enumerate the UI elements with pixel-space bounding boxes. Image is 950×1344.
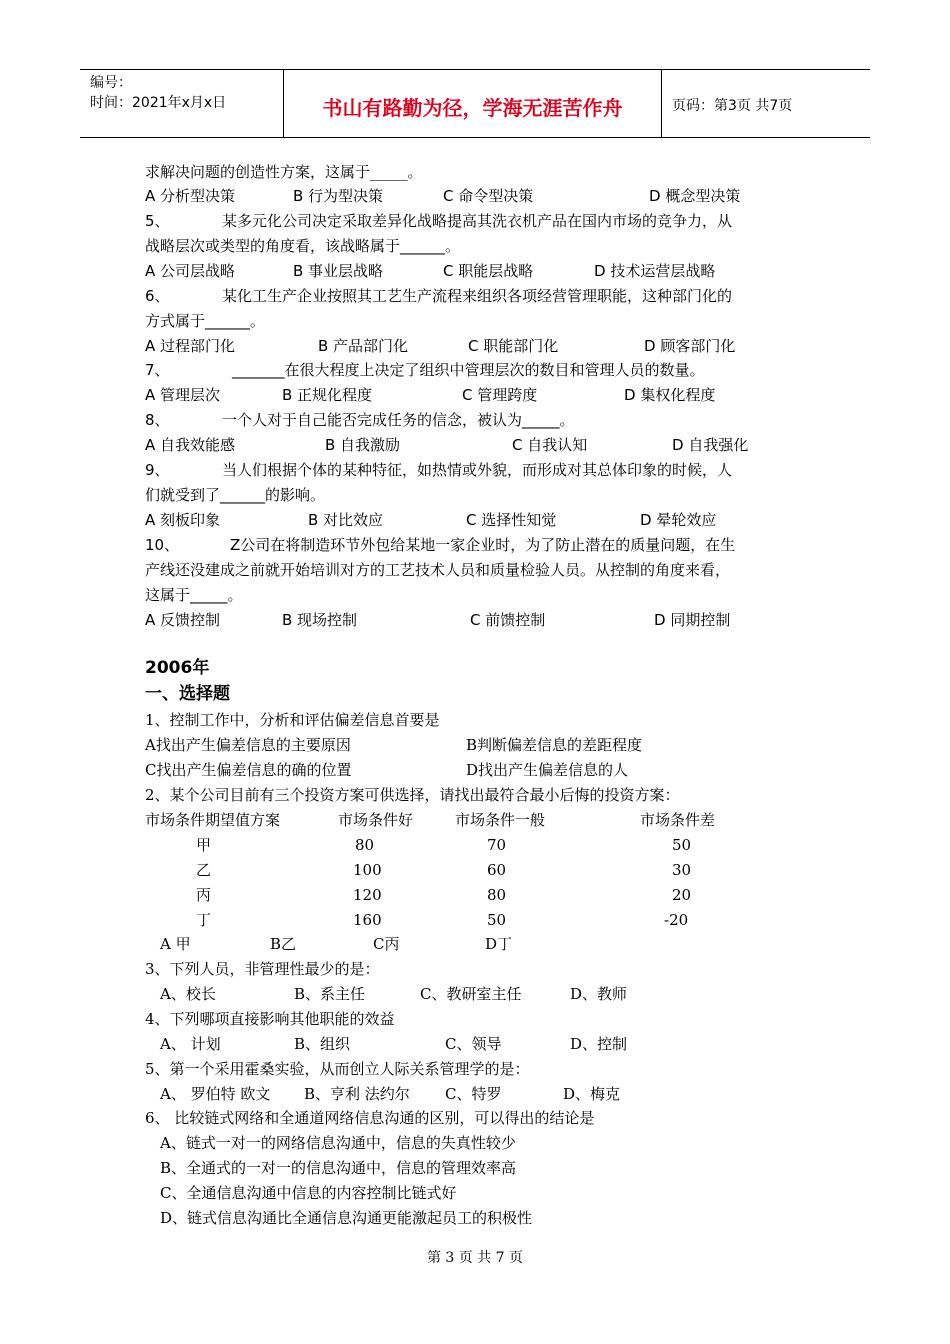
table-cell: 80: [355, 836, 375, 854]
option: A 甲: [160, 935, 191, 953]
question-text: Z公司在将制造环节外包给某地一家企业时，为了防止潜在的质量问题，在生: [230, 536, 736, 554]
option: D、控制: [570, 1035, 628, 1053]
section-heading: 一、选择题: [145, 684, 230, 704]
option: A找出产生偏差信息的主要原因: [145, 736, 351, 754]
table-cell: 丙: [196, 886, 212, 904]
option: B 对比效应: [308, 511, 384, 529]
header-motto-cell: [284, 70, 662, 137]
table-cell: 丁: [196, 911, 212, 929]
option: B、全通式的一对一的信息沟通中，信息的管理效率高: [160, 1159, 517, 1177]
page-footer: 第 3 页 共 7 页: [426, 1250, 524, 1266]
option: B、组织: [294, 1035, 351, 1053]
option: C、全通信息沟通中信息的内容控制比链式好: [160, 1184, 457, 1202]
option: D 同期控制: [654, 611, 731, 629]
table-cell: 乙: [196, 861, 212, 879]
option: D、梅克: [563, 1085, 621, 1103]
option: B、系主任: [294, 985, 366, 1003]
question-text: 5、第一个采用霍桑实验，从而创立人际关系管理学的是：: [145, 1060, 530, 1078]
option: D 晕轮效应: [640, 511, 717, 529]
number-label: 编号：: [90, 75, 132, 91]
table-cell: -20: [664, 911, 689, 929]
question-number: 6、: [145, 287, 170, 305]
option: D找出产生偏差信息的人: [466, 761, 629, 779]
option: C、教研室主任: [420, 985, 522, 1003]
option: C 管理跨度: [462, 386, 538, 404]
option: A、 计划: [160, 1035, 221, 1053]
question-text: 1、控制工作中，分析和评估偏差信息首要是: [145, 711, 440, 729]
page-header: [80, 69, 870, 138]
table-cell: 60: [487, 861, 507, 879]
table-header: 市场条件一般: [455, 811, 546, 829]
question-number: 8、: [145, 411, 170, 429]
question-text: 产线还没建成之前就开始培训对方的工艺技术人员和质量检验人员。从控制的角度来看，: [145, 561, 731, 579]
option: D 概念型决策: [649, 187, 741, 205]
option: A、 罗伯特 欧文: [160, 1085, 271, 1103]
table-header: 市场条件期望值方案: [145, 811, 281, 829]
option: D 自我强化: [672, 436, 749, 454]
question-text: 战略层次或类型的角度看，该战略属于______。: [145, 237, 461, 255]
question-number: 10、: [145, 536, 180, 554]
table-header: 市场条件差: [640, 811, 716, 829]
question-text: 3、下列人员，非管理性最少的是：: [145, 960, 380, 978]
question-text: 某化工生产企业按照其工艺生产流程来组织各项经营管理职能，这种部门化的: [222, 287, 733, 305]
table-cell: 70: [487, 836, 507, 854]
option: B判断偏差信息的差距程度: [466, 736, 643, 754]
option: C、特罗: [445, 1085, 502, 1103]
option: B、亨利 法约尔: [304, 1085, 410, 1103]
question-number: 9、: [145, 461, 170, 479]
question-number: 5、: [145, 212, 170, 230]
year-heading: 2006年: [145, 658, 210, 678]
option: B 正规化程度: [282, 386, 373, 404]
option: D、教师: [570, 985, 628, 1003]
option: C 职能部门化: [468, 337, 559, 355]
table-cell: 80: [487, 886, 507, 904]
question-text: 们就受到了______的影响。: [145, 486, 326, 504]
motto: 书山有路勤为径，学海无涯苦作舟: [322, 96, 623, 120]
option: B乙: [270, 935, 297, 953]
option: C找出产生偏差信息的确的位置: [145, 761, 352, 779]
option: D 集权化程度: [624, 386, 716, 404]
option: A 过程部门化: [145, 337, 236, 355]
table-cell: 50: [672, 836, 692, 854]
table-cell: 甲: [196, 836, 212, 854]
question-text: 某多元化公司决定采取差异化战略提高其洗衣机产品在国内市场的竞争力，从: [222, 212, 733, 230]
option: A 刻板印象: [145, 511, 221, 529]
option: A 自我效能感: [145, 436, 236, 454]
question-text: 一个人对于自己能否完成任务的信念，被认为_____。: [222, 411, 575, 429]
option: C 前馈控制: [470, 611, 546, 629]
header-meta-cell: [80, 70, 284, 137]
question-text: 4、下列哪项直接影响其他职能的效益: [145, 1010, 395, 1028]
option: C 自我认知: [512, 436, 588, 454]
question-text: 方式属于______。: [145, 312, 266, 330]
q4-continuation: 求解决问题的创造性方案，这属于_____。: [145, 163, 423, 181]
option: D、链式信息沟通比全通信息沟通更能激起员工的积极性: [160, 1209, 533, 1227]
table-cell: 20: [672, 886, 692, 904]
header-page-cell: [662, 70, 870, 137]
option: B 事业层战略: [293, 262, 384, 280]
option: A 公司层战略: [145, 262, 236, 280]
option: D丁: [485, 935, 513, 953]
time-label: 时间：2021年x月x日: [90, 95, 227, 111]
option: B 行为型决策: [293, 187, 384, 205]
option: C 命令型决策: [443, 187, 534, 205]
option: A 反馈控制: [145, 611, 221, 629]
question-number: 7、: [145, 361, 170, 379]
table-cell: 100: [353, 861, 382, 879]
question-text: _______在很大程度上决定了组织中管理层次的数目和管理人员的数量。: [232, 361, 705, 379]
table-cell: 160: [353, 911, 382, 929]
question-text: 6、 比较链式网络和全通道网络信息沟通的区别，可以得出的结论是: [145, 1109, 595, 1127]
option: D 顾客部门化: [644, 337, 736, 355]
option: A、链式一对一的网络信息沟通中，信息的失真性较少: [160, 1134, 516, 1152]
option: B 自我激励: [325, 436, 401, 454]
question-text: 2、某个公司目前有三个投资方案可供选择，请找出最符合最小后悔的投资方案：: [145, 786, 680, 804]
question-text: 这属于_____。: [145, 586, 243, 604]
table-cell: 30: [672, 861, 692, 879]
option: C 职能层战略: [443, 262, 534, 280]
option: B 现场控制: [282, 611, 358, 629]
question-text: 当人们根据个体的某种特征，如热情或外貌，而形成对其总体印象的时候，人: [222, 461, 733, 479]
option: A、校长: [160, 985, 216, 1003]
table-header: 市场条件好: [338, 811, 414, 829]
option: C 选择性知觉: [466, 511, 557, 529]
option: A 管理层次: [145, 386, 221, 404]
table-cell: 120: [353, 886, 382, 904]
option: A 分析型决策: [145, 187, 236, 205]
option: B 产品部门化: [318, 337, 409, 355]
option: C丙: [373, 935, 400, 953]
option: C、领导: [445, 1035, 502, 1053]
page-label: 页码：第3页 共7页: [672, 98, 793, 114]
option: D 技术运营层战略: [594, 262, 716, 280]
table-cell: 50: [487, 911, 507, 929]
